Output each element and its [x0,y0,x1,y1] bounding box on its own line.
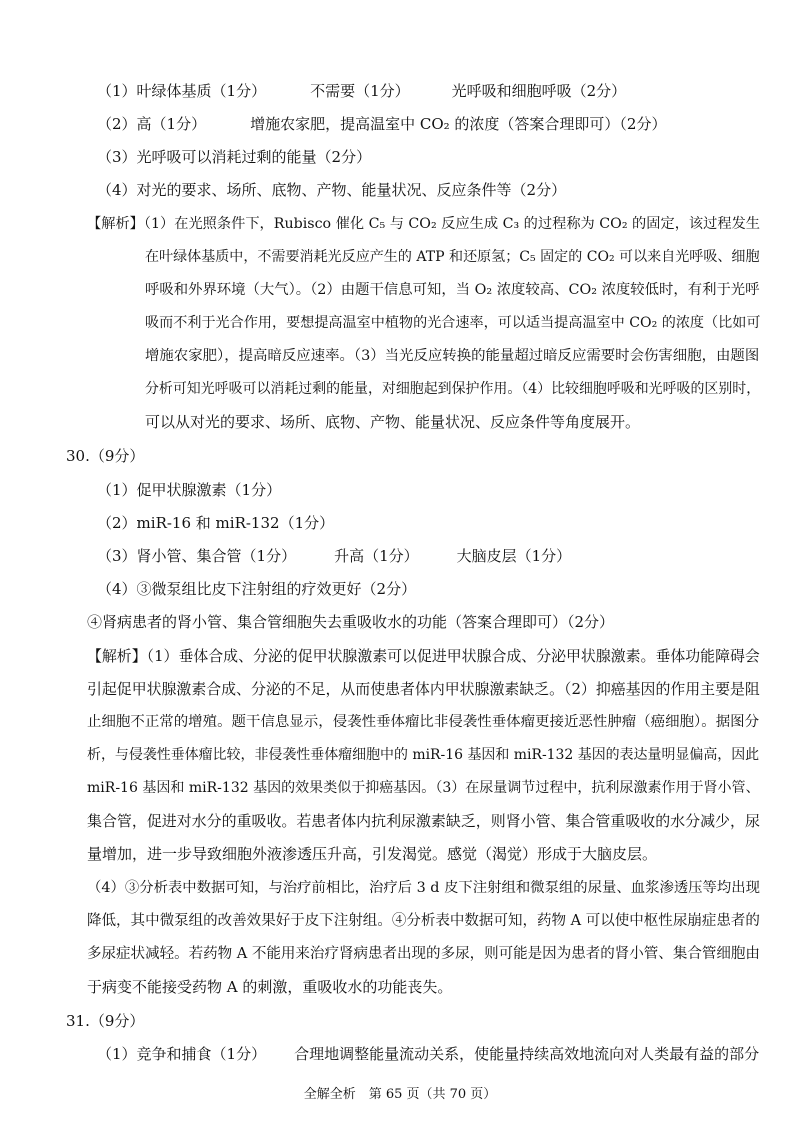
q30-analysis2-line-3: 多尿症状减轻。若药物 A 不能用来治疗肾病患者出现的多尿，则可能是因为患者的肾小管、集合管细胞由 [87,946,760,962]
q29-analysis-line-5: 增施农家肥），提高暗反应速率。（3）当光反应转换的能量超过暗反应需要时会伤害细胞，由题图 [145,348,760,364]
q29-analysis-line-2: 在叶绿体基质中，不需要消耗光反应产生的 ATP 和还原氢；C₅ 固定的 CO₂ 可以来自光呼吸、细胞 [145,249,760,265]
q30-answer-4: （4）③微泵组比皮下注射组的疗效更好（2分） [97,580,417,598]
q31-header: 31.（9分） [66,1012,145,1030]
q29-analysis-line-1: 【解析】（1）在光照条件下，Rubisco 催化 C₅ 与 CO₂ 反应生成 C₃ 的过程称为 CO₂ 的固定，该过程发生 [87,216,761,232]
q30-answer-1: （1）促甲状腺激素（1分） [97,481,282,499]
page-footer: 全解全析 第 65 页（共 70 页） [303,1087,497,1102]
q29-answer-2 [97,114,666,134]
q30-answer-4b: ④肾病患者的肾小管、集合管细胞失去重吸收水的功能（答案合理即可）（2分） [87,613,615,631]
q30-a3-part2: 升高（1分） [334,547,419,565]
q30-analysis-line-7: 量增加，进一步导致细胞外液渗透压升高，引发渴觉。感觉（渴觉）形成于大脑皮层。 [87,845,658,863]
q31-a1-part1: （1）竞争和捕食（1分） [97,1045,267,1063]
q29-a1-part3: 光呼吸和细胞呼吸（2分） [451,82,627,100]
q30-analysis-line-4: 析，与侵袭性垂体瘤比较，非侵袭性垂体瘤细胞中的 miR-16 基因和 miR-132 基因的表达量明显偏高，因此 [87,747,760,763]
q29-a2-part1: （2）高（1分） [97,115,207,133]
q30-a3-part1: （3）肾小管、集合管（1分） [97,547,297,565]
q29-analysis-line-4: 吸而不利于光合作用，要想提高温室中植物的光合速率，可以适当提高温室中 CO₂ 的浓度（比如可 [145,315,761,331]
q30-answer-3 [97,546,571,566]
q30-analysis2-line-2: 降低，其中微泵组的改善效果好于皮下注射组。④分析表中数据可知，药物 A 可以使中枢性尿崩症患者的 [87,913,760,929]
q29-a1-part2: 不需要（1分） [310,82,410,100]
q30-analysis-line-2: 引起促甲状腺激素合成、分泌的不足，从而使患者体内甲状腺激素缺乏。（2）抑癌基因的作用主要是阻 [87,680,760,698]
q29-a2-part2: 增施农家肥，提高温室中 CO₂ 的浓度（答案合理即可）（2分） [250,115,667,133]
q30-answer-2: （2）miR-16 和 miR-132（1分） [97,514,335,532]
q30-analysis2-line-4: 于病变不能接受药物 A 的刺激，重吸收水的功能丧失。 [87,978,453,996]
q30-analysis-line-3: 止细胞不正常的增殖。题干信息显示，侵袭性垂体瘤比非侵袭性垂体瘤更接近恶性肿瘤（癌细胞）。据图分 [87,714,760,730]
q30-analysis-line-1: 【解析】（1）垂体合成、分泌的促甲状腺激素可以促进甲状腺合成、分泌甲状腺激素。垂体功能障碍会 [87,647,760,665]
q30-analysis-line-5: miR-16 基因和 miR-132 基因的效果类似于抑癌基因。（3）在尿量调节过程中，抗利尿激素作用于肾小管、 [87,780,760,796]
q30-analysis-line-6: 集合管，促进对水分的重吸收。若患者体内抗利尿激素缺乏，则肾小管、集合管重吸收的水分减少，尿 [87,812,760,830]
q30-a3-part3: 大脑皮层（1分） [456,547,572,565]
q29-answer-1 [97,81,626,101]
q29-analysis-line-7: 可以从对光的要求、场所、底物、产物、能量状况、反应条件等角度展开。 [145,413,641,431]
q29-answer-4: （4）对光的要求、场所、底物、产物、能量状况、反应条件等（2分） [97,181,567,199]
q29-a1-part1: （1）叶绿体基质（1分） [97,82,267,100]
q31-a1-part2: 合理地调整能量流动关系，使能量持续高效地流向对人类最有益的部分 [294,1045,760,1063]
q29-analysis-line-6: 分析可知光呼吸可以消耗过剩的能量，对细胞起到保护作用。（4）比较细胞呼吸和光呼吸的区别时， [145,381,761,397]
q29-answer-3: （3）光呼吸可以消耗过剩的能量（2分） [97,148,372,166]
q30-analysis2-line-1: （4）③分析表中数据可知，与治疗前相比，治疗后 3 d 皮下注射组和微泵组的尿量、血浆渗透压等均出现 [87,880,760,896]
q31-answer-1 [97,1044,759,1064]
q30-header: 30.（9分） [66,447,145,465]
q29-analysis-line-3: 呼吸和外界环境（大气）。（2）由题干信息可知，当 O₂ 浓度较高、CO₂ 浓度较低时，有利于光呼 [145,282,760,298]
